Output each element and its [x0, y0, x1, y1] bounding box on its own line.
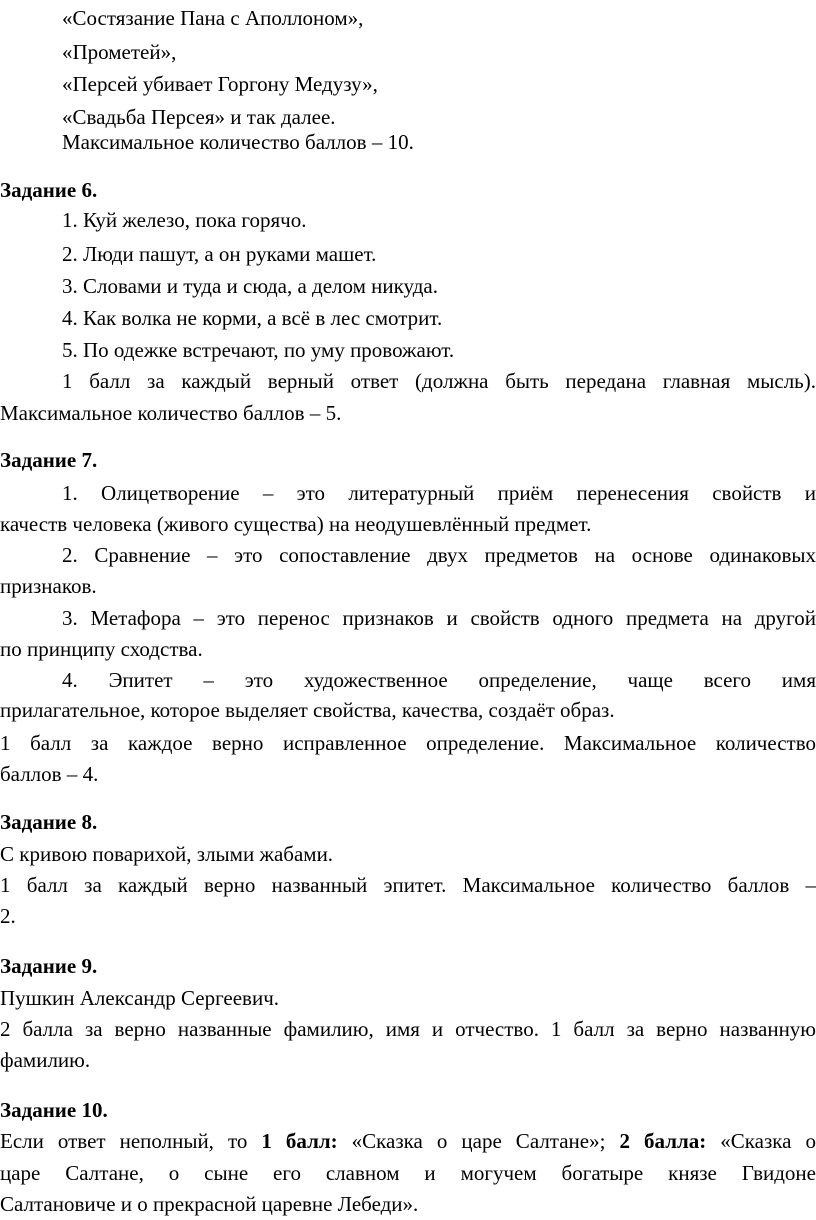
task-6-proverb-2: 2. Люди пашут, а он руками машет. [62, 242, 377, 266]
task-7-scoring-line-2: баллов – 4. [0, 762, 99, 786]
task-9-answer: Пушкин Александр Сергеевич. [0, 986, 280, 1010]
task-10-heading: Задание 10. [0, 1098, 108, 1122]
myth-item-3: «Персей убивает Горгону Медузу», [62, 72, 378, 96]
task-6-proverb-4: 4. Как волка не корми, а всё в лес смотрит. [62, 306, 443, 330]
task-7-def-1-line-1: 1. Олицетворение – это литературный приём перенесения свойств и [62, 481, 816, 505]
task-9-scoring-line-2: фамилию. [0, 1048, 91, 1072]
task-7-def-4-line-2: прилагательное, которое выделяет свойства, качества, создаёт образ. [0, 698, 615, 722]
task-9-heading: Задание 9. [0, 954, 98, 978]
task-7-def-3-line-1: 3. Метафора – это перенос признаков и свойств одного предмета на другой [62, 606, 816, 630]
task-8-answer: С кривою поварихой, злыми жабами. [0, 842, 334, 866]
score-1-label: 1 балл: [261, 1129, 338, 1153]
task-7-def-3-line-2: по принципу сходства. [0, 637, 203, 661]
task-8-scoring-line-1: 1 балл за каждый верно названный эпитет. Максимальное количество баллов – [0, 873, 816, 897]
max-score-line: Максимальное количество баллов – 10. [62, 130, 414, 154]
myth-item-2: «Прометей», [62, 40, 177, 64]
task-7-def-4-line-1: 4. Эпитет – это художественное определение, чаще всего имя [62, 668, 816, 692]
task-6-heading: Задание 6. [0, 178, 98, 202]
task-6-scoring-line-1: 1 балл за каждый верный ответ (должна быть передана главная мысль). [62, 369, 816, 393]
task-7-heading: Задание 7. [0, 448, 98, 472]
task-7-def-2-line-2: признаков. [0, 574, 97, 598]
task-10-line-2: царе Салтане, о сыне его славном и могучем богатыре князе Гвидоне [0, 1161, 816, 1185]
task-6-proverb-3: 3. Словами и туда и сюда, а делом никуда. [62, 274, 438, 298]
task-7-def-2-line-1: 2. Сравнение – это сопоставление двух предметов на основе одинаковых [62, 543, 816, 567]
myth-item-1: «Состязание Пана с Аполлоном», [62, 6, 364, 30]
task-10-line-3: Салтановиче и о прекрасной царевне Лебеди». [0, 1192, 419, 1216]
task-10-line-1: Если ответ неполный, то 1 балл: «Сказка о царе Салтане»; 2 балла: «Сказка о [0, 1129, 816, 1153]
myth-item-4: «Свадьба Персея» и так далее. [62, 105, 336, 129]
task-6-scoring-line-2: Максимальное количество баллов – 5. [0, 401, 342, 425]
task-8-heading: Задание 8. [0, 810, 98, 834]
task-8-scoring-line-2: 2. [0, 904, 16, 928]
task-7-scoring-line-1: 1 балл за каждое верно исправленное определение. Максимальное количество [0, 731, 816, 755]
task-6-proverb-5: 5. По одежке встречают, по уму провожают. [62, 338, 455, 362]
task-7-def-1-line-2: качеств человека (живого существа) на неодушевлённый предмет. [0, 512, 592, 536]
score-2-label: 2 балла: [619, 1129, 707, 1153]
task-6-proverb-1: 1. Куй железо, пока горячо. [62, 208, 307, 232]
task-9-scoring-line-1: 2 балла за верно названные фамилию, имя и отчество. 1 балл за верно названную [0, 1017, 816, 1041]
